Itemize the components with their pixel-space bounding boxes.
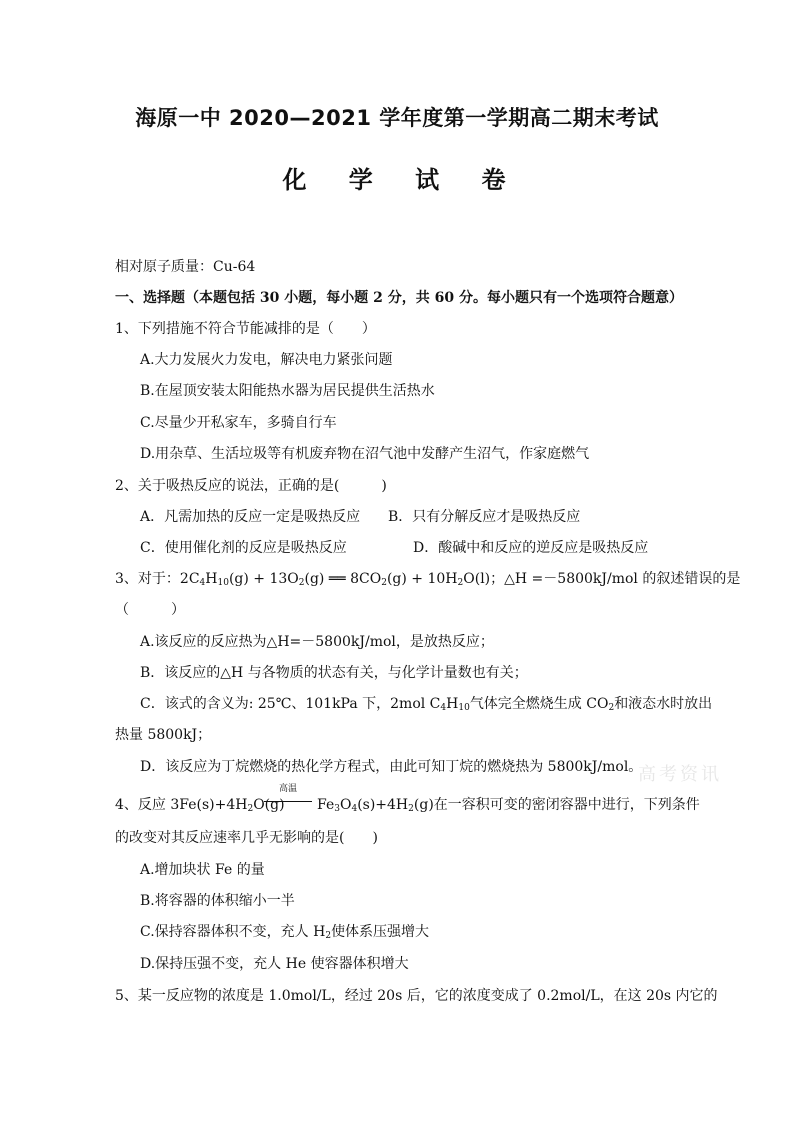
question-2-option-c: C．使用催化剂的反应是吸热反应: [140, 540, 347, 556]
exam-title: 海原一中 2020—2021 学年度第一学期高二期末考试: [135, 106, 659, 130]
question-4-option-b: B.将容器的体积缩小一半: [140, 893, 295, 909]
question-3-option-d: D．该反应为丁烷燃烧的热化学方程式，由此可知丁烷的燃烧热为 5800kJ/mol。: [140, 759, 643, 775]
q4-sub-4: 4: [351, 804, 358, 814]
q3c-text-1: C．该式的含义为: 25℃、101kPa 下，2mol C: [140, 696, 441, 712]
q3c-sub-10: 10: [458, 703, 470, 713]
q3c-text-4: 和液态水时放出: [614, 696, 713, 712]
question-3-option-a: A.该反应的反应热为△H=－5800kJ/mol，是放热反应；: [140, 634, 494, 650]
question-4-stem-line2: 的改变对其反应速率几乎无影响的是( ): [115, 830, 378, 846]
q3-text-3: (g) + 13O: [228, 571, 299, 587]
q4-sub-2b: 2: [408, 804, 414, 814]
q4-text-b: O(g): [253, 797, 285, 813]
question-2-option-d: D．酸碱中和反应的逆反应是吸热反应: [413, 540, 649, 556]
question-4-stem-part2: [317, 795, 700, 815]
q3-text-4: (g) ══ 8CO: [304, 571, 382, 587]
reaction-condition-arrow: [264, 784, 312, 808]
section-heading: 一、选择题（本题包括 30 小题，每小题 2 分，共 60 分。每小题只有一个选项符合题意）: [115, 290, 683, 306]
reaction-arrow: [264, 784, 312, 802]
q4-text-c: Fe: [317, 797, 335, 813]
question-5-stem: 5、某一反应物的浓度是 1.0mol/L，经过 20s 后，它的浓度变成了 0.2mol/L，在这 20s 内它的: [115, 988, 718, 1004]
question-1-option-d: D.用杂草、生活垃圾等有机废弃物在沼气池中发酵产生沼气，作家庭燃气: [140, 446, 590, 462]
exam-subtitle: 化 学 试 卷: [282, 166, 512, 194]
q3-text-1: 3、对于：2C: [115, 571, 200, 587]
question-3-option-b: B．该反应的△H 与各物质的状态有关，与化学计量数也有关；: [140, 665, 528, 681]
q4c-text-1: C.保持容器体积不变，充人 H: [140, 924, 326, 940]
question-3-paren: （ ）: [115, 602, 185, 618]
q4-text-e: (s)+4H: [357, 797, 409, 813]
question-3-option-c-continued: 热量 5800kJ；: [115, 727, 212, 743]
question-2-option-b: B．只有分解反应才是吸热反应: [388, 509, 581, 525]
q4-sub-3: 3: [334, 804, 340, 814]
q3-text-5: (g) + 10H: [386, 571, 458, 587]
question-2-stem: 2、关于吸热反应的说法，正确的是( ): [115, 478, 387, 494]
q3c-sub-4: 4: [440, 703, 447, 713]
q4-sub-2a: 2: [247, 804, 254, 814]
q3c-text-2: H: [446, 696, 459, 712]
reaction-arrow-bar: [264, 801, 312, 802]
question-1-option-c: C.尽量少开私家车，多骑自行车: [140, 415, 337, 431]
question-1-option-a: A.大力发展火力发电，解决电力紧张问题: [140, 352, 393, 368]
question-4-option-d: D.保持压强不变，充人 He 使容器体积增大: [140, 956, 409, 972]
q3-sub-4: 4: [199, 578, 206, 588]
q3c-sub-2: 2: [608, 703, 615, 713]
watermark-text: 高考资讯: [638, 764, 722, 785]
q3-sub-2b: 2: [381, 578, 387, 588]
question-1-option-b: B.在屋顶安装太阳能热水器为居民提供生活热水: [140, 383, 435, 399]
atomic-mass-note: 相对原子质量：Cu-64: [115, 259, 256, 275]
question-3-option-c: [140, 694, 712, 714]
q3-sub-2a: 2: [298, 578, 305, 588]
question-4-option-c: [140, 922, 429, 942]
reaction-condition-label: 高温: [278, 784, 297, 794]
q4-text-d: O: [339, 797, 352, 813]
question-4-option-a: A.增加块状 Fe 的量: [140, 862, 265, 878]
q3-text-6: O(l)；△H =－5800kJ/mol 的叙述错误的是: [463, 571, 741, 587]
question-4-stem-part1: [115, 795, 285, 815]
question-1-stem: 1、下列措施不符合节能减排的是（ ）: [115, 321, 376, 337]
q3-sub-2c: 2: [457, 578, 464, 588]
q3c-text-3: 气体完全燃烧生成 CO: [469, 696, 609, 712]
q4-text-a: 4、反应 3Fe(s)+4H: [115, 797, 248, 813]
q4c-text-2: 使体系压强增大: [331, 924, 430, 940]
q3-sub-10: 10: [217, 578, 229, 588]
question-2-option-a: A．凡需加热的反应一定是吸热反应: [140, 509, 361, 525]
question-3-stem: [115, 569, 740, 589]
q3-text-2: H: [205, 571, 218, 587]
q4c-sub-2: 2: [325, 931, 332, 941]
q4-text-f: (g)在一容积可变的密闭容器中进行，下列条件: [413, 797, 700, 813]
